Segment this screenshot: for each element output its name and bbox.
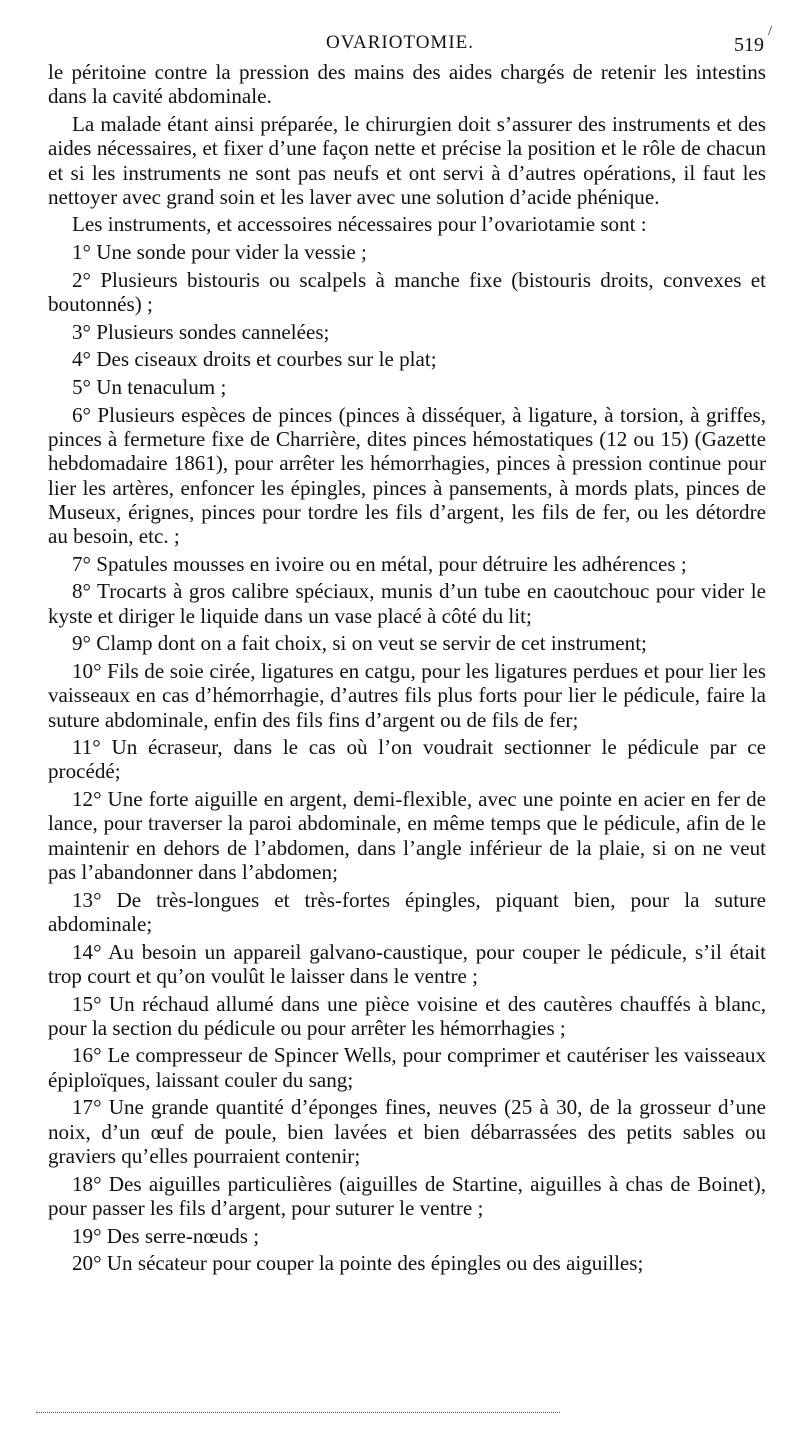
list-item: 15° Un réchaud allumé dans une pièce voisine et des cautères chauffés à blanc, pour la section du pédicule ou pour arrêter les hémorrhagies ;	[48, 991, 766, 1040]
list-item: 3° Plusieurs sondes cannelées;	[72, 319, 330, 344]
footer-rule	[36, 1412, 560, 1413]
list-item: 4° Des ciseaux droits et courbes sur le plat;	[72, 347, 437, 372]
list-item: Les instruments, et accessoires nécessaires pour l’ovariotamie sont :	[72, 212, 647, 237]
list-item: 6° Plusieurs espèces de pinces (pinces à disséquer, à ligature, à torsion, à griffes, pinces à fermeture fixe de Charrière, dites pinces hémostatiques (12 ou 15) (Gazette hebdomadaire 1861), pour arrêter les hémorrhagies, pinces à pression continue pour lier les artères, enfoncer les épingles, pinces à pansements, à mords plats, pinces de Museux, érignes, pinces pour tordre les fils d’argent, les fils de fer, ou les détordre au besoin, etc. ;	[48, 402, 766, 549]
list-item: 20° Un sécateur pour couper la pointe des épingles ou des aiguilles;	[72, 1251, 644, 1276]
list-item: 14° Au besoin un appareil galvano-caustique, pour couper le pédicule, s’il était trop court et qu’on voulût le laisser dans le ventre ;	[48, 939, 766, 988]
list-item: 5° Un tenaculum ;	[72, 374, 227, 399]
body-text	[48, 60, 766, 1279]
list-item: 17° Une grande quantité d’éponges fines, neuves (25 à 30, de la grosseur d’une noix, d’un œuf de poule, bien lavées et bien débarrassées des petits sables ou graviers qu’elles pourraient contenir;	[48, 1095, 766, 1168]
page-header	[0, 26, 800, 54]
list-item: 18° Des aiguilles particulières (aiguilles de Startine, aiguilles à chas de Boinet), pour passer les fils d’argent, pour suturer le ventre ;	[48, 1171, 766, 1220]
list-item: 1° Une sonde pour vider la vessie ;	[72, 240, 367, 265]
corner-mark: /	[768, 24, 772, 39]
list-item: 12° Une forte aiguille en argent, demi-flexible, avec une pointe en acier en fer de lance, pour traverser la paroi abdominale, en même temps que le pédicule, afin de le maintenir en dehors de l’abdomen, dans l’angle inférieur de la plaie, si on ne veut pas l’abandonner dans l’abdomen;	[48, 787, 766, 885]
running-title: OVARIOTOMIE.	[326, 32, 474, 53]
list-item: 10° Fils de soie cirée, ligatures en catgu, pour les ligatures perdues et pour lier les vaisseaux en cas d’hémorrhagie, d’autres fils plus forts pour lier le pédicule, faire la suture abdominale, enfin des fils fins d’argent ou de fils de fer;	[48, 658, 766, 732]
list-item: 7° Spatules mousses en ivoire ou en métal, pour détruire les adhérences ;	[72, 551, 687, 576]
list-item: 9° Clamp dont on a fait choix, si on veut se servir de cet instrument;	[72, 631, 647, 656]
page-number: 519	[734, 34, 764, 56]
list-item: 19° Des serre-nœuds ;	[72, 1223, 260, 1248]
list-item: 8° Trocarts à gros calibre spéciaux, munis d’un tube en caoutchouc pour vider le kyste et diriger le liquide dans un vase placé à côté du lit;	[48, 579, 766, 628]
list-item: 16° Le compresseur de Spincer Wells, pour comprimer et cautériser les vaisseaux épiploïques, laissant couler du sang;	[48, 1043, 766, 1092]
list-item: La malade étant ainsi préparée, le chirurgien doit s’assurer des instruments et des aides nécessaires, et fixer d’une façon nette et précise la position et le rôle de chacun et si les instruments ne sont pas neufs et ont servi à d’autres opérations, il faut les nettoyer avec grand soin et les laver avec une solution d’acide phénique.	[48, 111, 766, 209]
list-item: 13° De très-longues et très-fortes épingles, piquant bien, pour la suture abdominale;	[48, 887, 766, 936]
list-item: 11° Un écraseur, dans le cas où l’on voudrait sectionner le pédicule par ce procédé;	[48, 735, 766, 784]
continued-paragraph: le péritoine contre la pression des mains des aides chargés de retenir les intestins dans la cavité abdominale.	[48, 60, 766, 109]
list-item: 2° Plusieurs bistouris ou scalpels à manche fixe (bistouris droits, convexes et boutonnés) ;	[48, 267, 766, 317]
